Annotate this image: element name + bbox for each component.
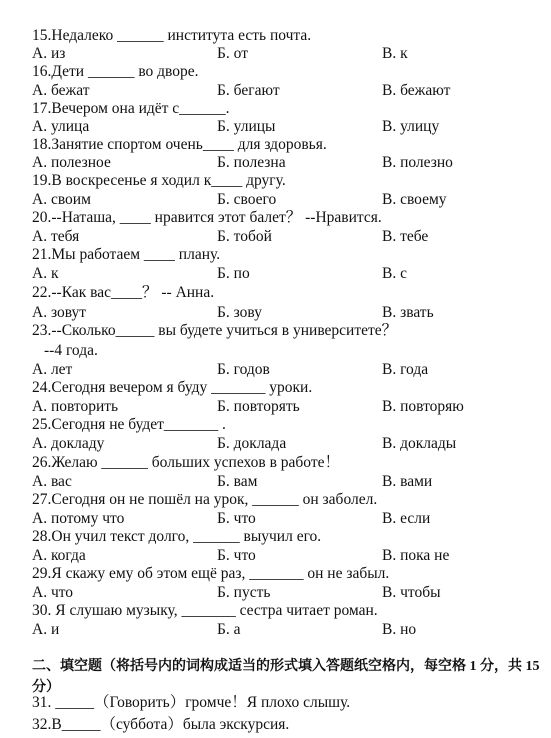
question-16: 16.Дети ______ во дворе. bbox=[32, 63, 199, 80]
option-c: В. чтобы bbox=[382, 584, 441, 601]
option-b: Б. пусть bbox=[217, 584, 271, 601]
options-18 bbox=[32, 154, 532, 172]
options-19 bbox=[32, 191, 532, 209]
option-a: А. бежат bbox=[32, 82, 90, 99]
question-27: 27.Сегодня он не пошёл на урок, ______ он заболел. bbox=[32, 491, 378, 508]
option-a: А. вас bbox=[32, 473, 72, 490]
options-30 bbox=[32, 621, 532, 639]
option-c: В. звать bbox=[382, 304, 434, 321]
options-26 bbox=[32, 473, 532, 491]
options-25 bbox=[32, 435, 532, 453]
option-a: А. зовут bbox=[32, 304, 87, 321]
option-a: А. и bbox=[32, 621, 60, 638]
option-b: Б. вам bbox=[217, 473, 258, 490]
option-c: В. улицу bbox=[382, 118, 440, 135]
fill-item-32: 32.В_____（суббота）была экскурсия. bbox=[32, 716, 290, 733]
option-c: В. пока не bbox=[382, 547, 450, 564]
question-21: 21.Мы работаем ____ плану. bbox=[32, 246, 221, 263]
option-b: Б. годов bbox=[217, 361, 270, 378]
options-29 bbox=[32, 584, 532, 602]
option-a: А. улица bbox=[32, 118, 90, 135]
question-30: 30. Я слушаю музыку, _______ сестра читает роман. bbox=[32, 602, 378, 619]
option-c: В. повторяю bbox=[382, 398, 464, 415]
option-b: Б. зову bbox=[217, 304, 262, 321]
question-18: 18.Занятие спортом очень____ для здоровья. bbox=[32, 136, 327, 153]
option-c: В. с bbox=[382, 265, 407, 282]
question-24: 24.Сегодня вечером я буду _______ уроки. bbox=[32, 379, 313, 396]
option-c: В. года bbox=[382, 361, 429, 378]
option-b: Б. полезна bbox=[217, 154, 286, 171]
question-23: 23.--Сколько_____ вы будете учиться в университете？ bbox=[32, 322, 398, 339]
option-b: Б. повторять bbox=[217, 398, 300, 415]
question-22: 22.--Как вас____？ -- Анна. bbox=[32, 284, 215, 301]
option-c: В. к bbox=[382, 45, 408, 62]
options-28 bbox=[32, 547, 532, 565]
question-19: 19.В воскресенье я ходил к____ другу. bbox=[32, 172, 286, 189]
option-a: А. лет bbox=[32, 361, 73, 378]
option-a: А. когда bbox=[32, 547, 86, 564]
option-b: Б. улицы bbox=[217, 118, 276, 135]
section-heading: 二、填空题（将括号内的词构成适当的形式填入答题纸空格内，每空格 1 分，共 15 分） bbox=[32, 659, 540, 695]
option-c: В. своему bbox=[382, 191, 447, 208]
option-a: А. что bbox=[32, 584, 74, 601]
option-c: В. вами bbox=[382, 473, 433, 490]
option-b: Б. по bbox=[217, 265, 250, 282]
options-23 bbox=[32, 361, 532, 379]
option-b: Б. что bbox=[217, 547, 256, 564]
question-25: 25.Сегодня не будет_______ . bbox=[32, 416, 226, 433]
question-28: 28.Он учил текст долго, ______ выучил его. bbox=[32, 528, 322, 545]
fill-item-31: 31. _____（Говорить）громче！Я плохо слышу. bbox=[32, 694, 351, 711]
options-16 bbox=[32, 82, 532, 100]
options-17 bbox=[32, 118, 532, 136]
question-15: 15.Недалеко ______ института есть почта. bbox=[32, 27, 312, 44]
option-a: А. потому что bbox=[32, 510, 125, 527]
question-17: 17.Вечером она идёт с______. bbox=[32, 100, 230, 117]
option-b: Б. а bbox=[217, 621, 241, 638]
options-22 bbox=[32, 304, 532, 322]
option-c: В. но bbox=[382, 621, 417, 638]
option-b: Б. доклада bbox=[217, 435, 287, 452]
option-b: Б. что bbox=[217, 510, 256, 527]
option-a: А. полезное bbox=[32, 154, 111, 171]
option-b: Б. своего bbox=[217, 191, 277, 208]
option-c: В. бежают bbox=[382, 82, 451, 99]
option-a: А. из bbox=[32, 45, 66, 62]
options-20 bbox=[32, 228, 532, 246]
option-b: Б. от bbox=[217, 45, 248, 62]
question-23-answer: --4 года. bbox=[44, 342, 98, 359]
option-c: В. доклады bbox=[382, 435, 457, 452]
options-15 bbox=[32, 45, 532, 63]
option-c: В. если bbox=[382, 510, 431, 527]
option-a: А. тебя bbox=[32, 228, 80, 245]
option-c: В. тебе bbox=[382, 228, 429, 245]
option-b: Б. бегают bbox=[217, 82, 280, 99]
question-20: 20.--Наташа, ____ нравится этот балет？ --Нравится. bbox=[32, 209, 382, 226]
question-26: 26.Желаю ______ больших успехов в работе！ bbox=[32, 454, 341, 471]
option-a: А. к bbox=[32, 265, 59, 282]
option-b: Б. тобой bbox=[217, 228, 272, 245]
option-c: В. полезно bbox=[382, 154, 453, 171]
option-a: А. докладу bbox=[32, 435, 105, 452]
option-a: А. повторить bbox=[32, 398, 119, 415]
options-27 bbox=[32, 510, 532, 528]
option-a: А. своим bbox=[32, 191, 91, 208]
options-21 bbox=[32, 265, 532, 283]
question-29: 29.Я скажу ему об этом ещё раз, _______ он не забыл. bbox=[32, 565, 390, 582]
options-24 bbox=[32, 398, 532, 416]
